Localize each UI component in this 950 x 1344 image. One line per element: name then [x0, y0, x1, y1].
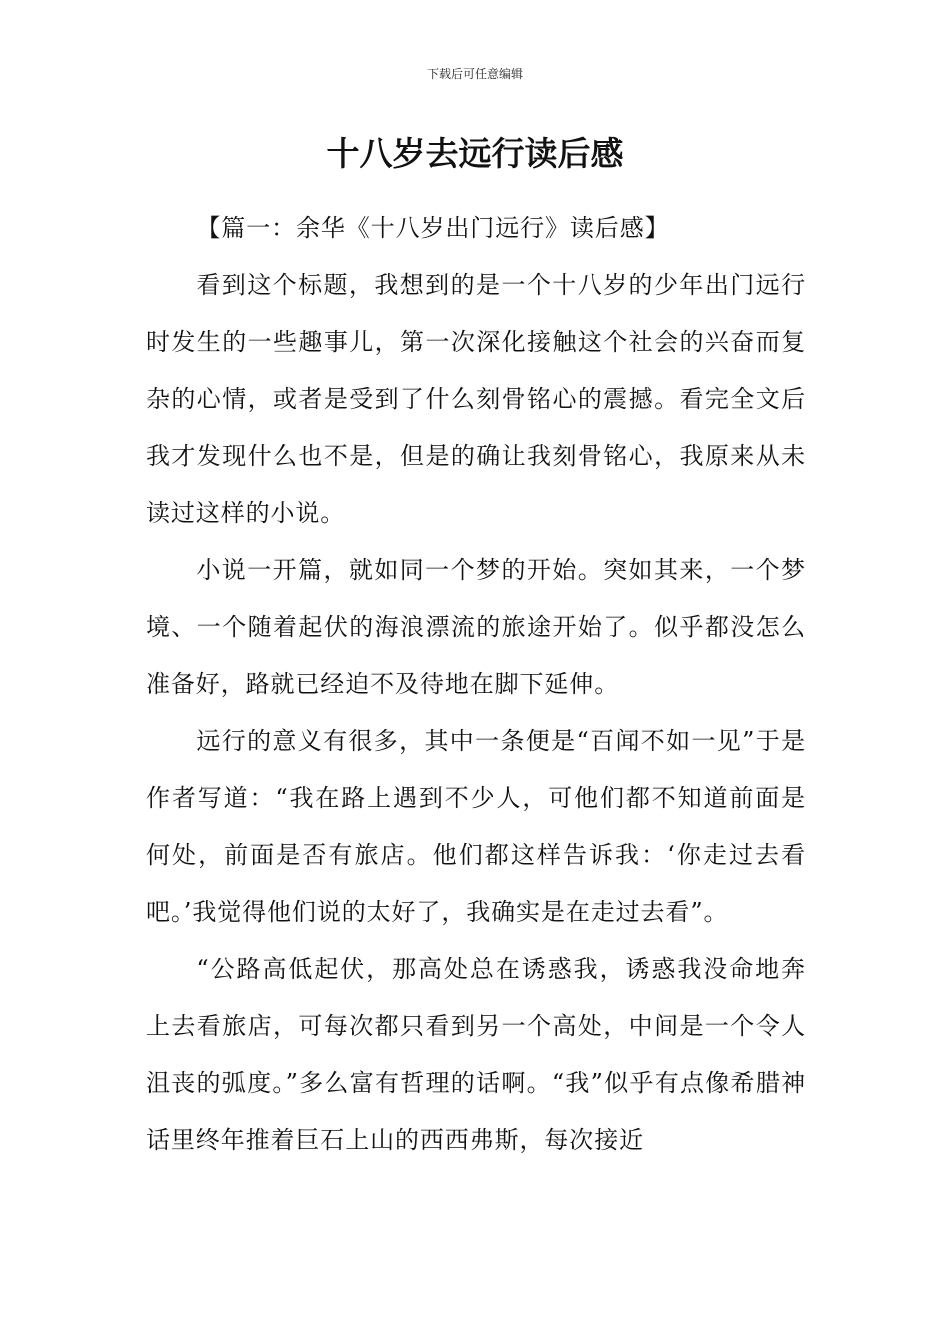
paragraph: 看到这个标题，我想到的是一个十八岁的少年出门远行时发生的一些趣事儿，第一次深化接触这个社会的兴奋而复杂的心情，或者是受到了什么刻骨铭心的震撼。看完全文后我才发现什么也不是，但是的确让我刻骨铭心，我原来从未读过这样的小说。 [146, 271, 806, 527]
document-title: 十八岁去远行读后感 [326, 134, 624, 173]
document-body [146, 200, 806, 1169]
header-note: 下载后可任意编辑 [426, 67, 523, 81]
paragraph: 小说一开篇，就如同一个梦的开始。突如其来，一个梦境、一个随着起伏的海浪漂流的旅途开始了。似乎都没怎么准备好，路就已经迫不及待地在脚下延伸。 [146, 556, 806, 698]
paragraph: “公路高低起伏，那高处总在诱惑我，诱惑我没命地奔上去看旅店，可每次都只看到另一个高处，中间是一个令人沮丧的弧度。”多么富有哲理的话啊。“我”似乎有点像希腊神话里终年推着巨石上山的西西弗斯，每次接近 [146, 955, 806, 1154]
section-heading: 【篇一：余华《十八岁出门远行》读后感】 [196, 214, 670, 242]
paragraph: 远行的意义有很多，其中一条便是“百闻不如一见”于是作者写道：“我在路上遇到不少人，可他们都不知道前面是何处，前面是否有旅店。他们都这样告诉我：‘你走过去看吧。’我觉得他们说的太好了，我确实是在走过去看”。 [146, 727, 806, 926]
